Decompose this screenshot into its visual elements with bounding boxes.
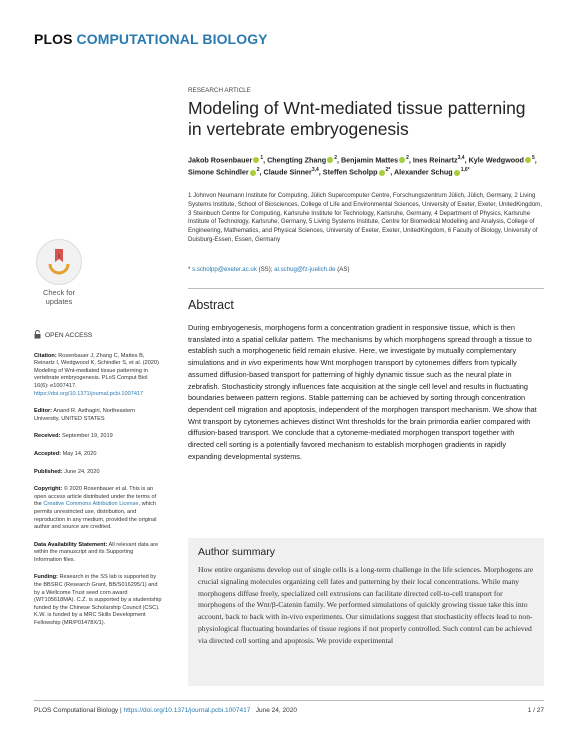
author-summary-heading: Author summary (198, 546, 276, 558)
author-summary-text: How entire organisms develop out of single cells is a long-term challenge in the life sciences. Morphogens are crucial signaling molecules organizing cell fates and patterning by their local concentrations. While many morphogens diffuse freely, specialized cell extrusions can facilitate directed cell-to-cell transport for morphogens of the Wnt/β-Catenin family. We performed simulations of quickly growing tissue take this into account, back to back with in-vivo experiments. Our simulations suggest that stochasticity effects lead to non-physiological fluctuating boundaries of tissue regions if not properly controlled. Such control can be achieved via directed cell sorting and apoptosis. We provide experimental (198, 565, 534, 645)
author-affil: 1 (260, 155, 264, 161)
copyright-text-1: © 2020 Rosenbauer et al. This is an open access article distributed under the terms of the (34, 486, 157, 508)
accepted-label: Accepted: (34, 450, 62, 457)
author-name[interactable]: Chengting Zhang (267, 155, 327, 165)
footer-date: June 24, 2020 (255, 707, 297, 714)
page-number: 1 / 27 (527, 707, 544, 714)
abstract-heading: Abstract (188, 298, 234, 312)
footer-citation (34, 707, 297, 714)
journal-logo-plos: PLOS (34, 31, 73, 47)
funding (34, 574, 162, 627)
funding-text: Research in the SS lab is supported by the BBSRC (Research Grant, BB/S016295/1) and by a Wellcome Trust seed corn award (WT105618MA). C.Z. is supported by a studentship funded by the Chinese Scholarship Council (CSC). K.W. is funded by a MRC Skills Development Fellowship (MR/P01478X/1). (34, 574, 162, 627)
footer-divider (34, 700, 544, 701)
citation-text: Rosenbauer J, Zhang C, Mattes B, Reinartz I, Wedgwood K, Schindler S, et al. (2020) Modeling of Wnt-mediated tissue patterning in vertebrate embryogenesis. PLoS Comput Biol 16(6): e1007417. (34, 352, 159, 389)
abstract-italic: in vivo (240, 358, 262, 368)
article-title: Modeling of Wnt-mediated tissue patterning in vertebrate embryogenesis (188, 98, 526, 139)
author-summary-box (188, 538, 544, 686)
correspondence-tag-2: (AS) (337, 266, 350, 273)
data-availability-label: Data Availability Statement: (34, 541, 108, 548)
email-link-schug[interactable]: al.schug@fz-juelich.de (274, 266, 336, 273)
author-list: Jakob Rosenbauer $^1$, Chengting Zhang $^2$, Benjamin Mattes $^2$, Ines Reinartz$^{3,4}$, Kyle Wedgwood $^5$, Simone Schindler $^2$, Claude Sinner$^{3,4}$, Steffen Scholpp $^{2*}$, Alexander Schug $^{1,6*}$ (188, 155, 537, 177)
footer-doi-link[interactable]: https://doi.org/10.1371/journal.pcbi.1007417 (123, 707, 251, 714)
editor-label: Editor: (34, 408, 53, 415)
copyright-label: Copyright: (34, 486, 63, 493)
author-affil: 2 (334, 155, 337, 161)
orcid-icon[interactable] (253, 157, 259, 163)
affiliations: 1 Johnvon Neumann Institute for Computing, Jülich Supercomputer Centre, Forschungszentrum Jülich, Jülich, Germany, 2 Living Systems Institute, School of Biosciences, College of Life and Environmental Sciences, University of Exeter, Exeter, UnitedKingdom, 3 Steinbuch Centre for Computing, Karlsruhe Institute for Technology, Karlsruhe, Germany, 4 Department of Physics, Karlsruhe Institute of Technology, Karlsruhe, Germany, 5 Living Systems Institute, Centre for Biomedical Modelling and Analysis, College of Engineering, Mathematics, and Physical Sciences, University of Exeter, Exeter, UnitedKingdom, 6 Faculty of Biology, University of Duisburg-Essen, Essen, Germany (188, 192, 542, 243)
data-availability-text: All relevant data are within the manuscript and its Supporting Information files. (34, 541, 159, 563)
author-affil: 1,6* (460, 167, 470, 174)
copyright-text-2: , which permits unrestricted use, distribution, and reproduction in any medium, provided the original author and source are credited. (34, 501, 157, 531)
journal-logo-name: COMPUTATIONAL BIOLOGY (76, 31, 268, 47)
editor (34, 408, 162, 423)
orcid-icon[interactable] (379, 170, 385, 176)
author-affil: 2* (385, 167, 391, 174)
received-text: September 19, 2019 (62, 433, 113, 440)
footer-journal: PLOS Computational Biology | (34, 707, 122, 714)
citation-doi-link[interactable]: https://doi.org/10.1371/journal.pcbi.1007417 (34, 390, 144, 397)
copyright (34, 486, 162, 532)
author-name[interactable]: Ines Reinartz (412, 155, 458, 165)
email-link-scholpp[interactable]: s.scholpp@exeter.ac.uk (192, 266, 257, 273)
editor-text: Anand R. Asthagiri, Northeastern University, UNITED STATES (34, 408, 136, 422)
citation (34, 353, 162, 399)
badge-line1: Check for (42, 288, 76, 297)
author-name[interactable]: Kyle Wedgwood (468, 155, 524, 165)
accepted-date (34, 451, 162, 459)
author-affil: 3,4 (311, 167, 319, 174)
correspondence-tag-1: (SS); (258, 266, 273, 273)
article-info-sidebar (34, 330, 162, 638)
author-name[interactable]: Claude Sinner (263, 167, 312, 177)
author-name[interactable]: Alexander Schug (393, 167, 453, 177)
author-name[interactable]: Jakob Rosenbauer (188, 155, 253, 165)
page-footer (34, 707, 544, 714)
author-name[interactable]: Simone Schindler (188, 167, 249, 177)
received-date (34, 433, 162, 441)
author-name[interactable]: Benjamin Mattes (340, 155, 399, 165)
orcid-icon[interactable] (399, 157, 405, 163)
open-lock-icon (34, 330, 41, 342)
check-for-updates-badge[interactable] (36, 239, 82, 306)
article-type: RESEARCH ARTICLE (188, 87, 251, 94)
orcid-icon[interactable] (250, 170, 256, 176)
badge-line2: updates (45, 297, 73, 306)
accepted-text: May 14, 2020 (62, 450, 97, 457)
section-divider (188, 288, 544, 289)
published-text: June 24, 2020 (64, 468, 100, 475)
published-date (34, 469, 162, 477)
citation-label: Citation: (34, 352, 57, 359)
orcid-icon[interactable] (327, 157, 333, 163)
author-affil: 5 (531, 155, 535, 161)
orcid-icon[interactable] (525, 157, 531, 163)
abstract-text (188, 322, 540, 462)
author-affil: 3,4 (457, 155, 465, 161)
author-affil: 2 (256, 167, 260, 174)
check-updates-icon (36, 239, 82, 285)
funding-label: Funding: (34, 574, 58, 581)
orcid-icon[interactable] (454, 170, 460, 176)
author-name[interactable]: Steffen Scholpp (322, 167, 378, 177)
author-affil: 2 (406, 155, 409, 161)
abstract-part-1: During embryogenesis, morphogens form a concentration gradient in responsive tissue, which is then translated into a spatial cellular pattern. The mechanisms by which morphogens spread through a tissue to establish such a morphogenetic field remain elusive. Here, we investigate by mutually complementary simulations and (188, 323, 532, 368)
abstract-part-2: experiments how Wnt morphogen transport by cytonemes differs from typically assumed diffusion-based transport for patterning of highly dynamic tissue such as the neural plate in zebrafish. Stochasticity strongly influences fate acquisition at the single cell level and results in fluctuating boundaries between pattern regions. Stable patterning can be achieved by sorting through concentration dependent cell migration and apoptosis, independent of the morphogen transport mechanism. We show that Wnt transport by cytonemes achieves distinct Wnt thresholds for the brain primordia earlier compared with diffusion-based transport. We conclude that a cytoneme-mediated morphogen transport together with directed cell sorting is a potentially favored mechanism to establish morphogen gradients in rapidly expanding developmental systems. (188, 358, 537, 461)
published-label: Published: (34, 468, 63, 475)
data-availability (34, 542, 162, 565)
open-access-label (34, 330, 162, 342)
correspondence: * s.scholpp@exeter.ac.uk (SS); al.schug@fz-juelich.de (AS) (188, 266, 350, 273)
cc-license-link[interactable]: Creative Commons Attribution License (43, 501, 139, 508)
journal-logo (34, 31, 268, 47)
open-access-text: OPEN ACCESS (45, 332, 93, 339)
received-label: Received: (34, 433, 61, 440)
